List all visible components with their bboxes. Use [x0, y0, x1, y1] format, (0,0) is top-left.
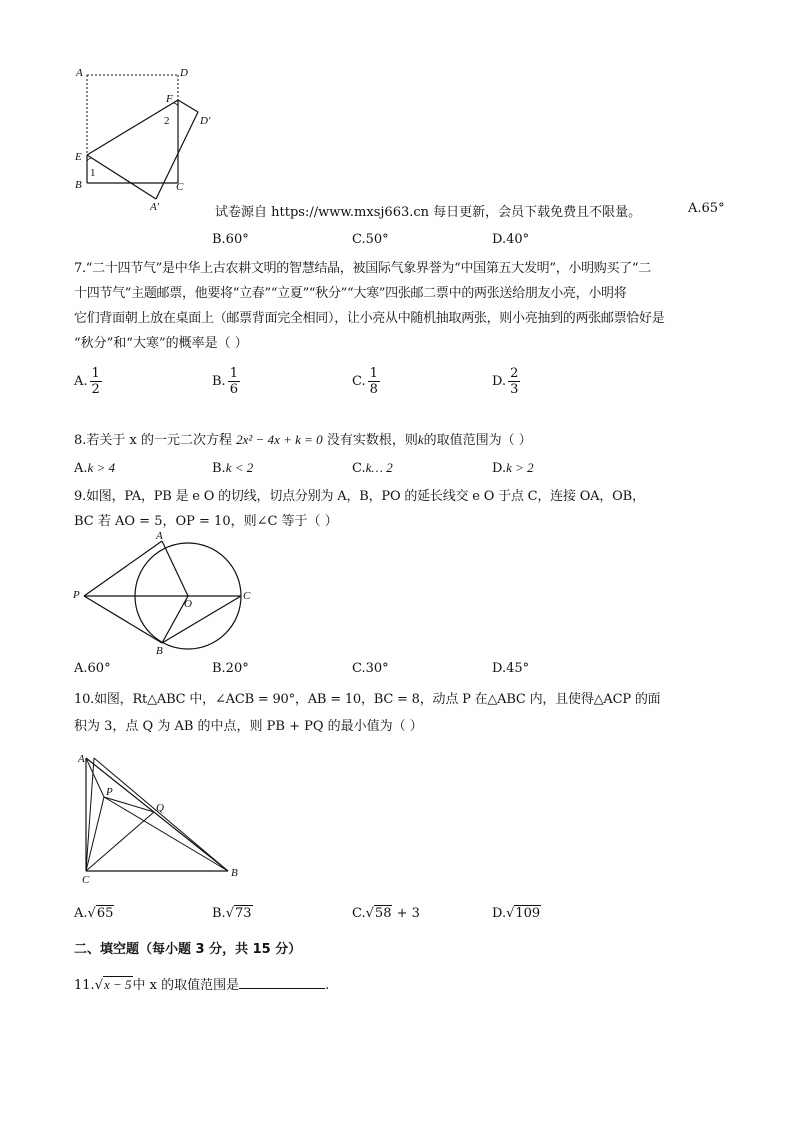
q7-text-line3: 它们背面朝上放在桌面上（邮票背面完全相同），让小亮从中随机抽取两张，则小亮抽到的两张邮票恰好是 [74, 311, 665, 326]
q8-option-a: A.k > 4 [74, 460, 116, 476]
label-Q: Q [156, 802, 164, 814]
label-B: B [156, 645, 163, 656]
label-B: B [231, 867, 238, 879]
label-C: C [176, 181, 184, 193]
q8-option-c: C.k… 2 [352, 460, 393, 476]
label-1: 1 [90, 167, 96, 179]
q11-text: 11.√x − 5中 x 的取值范围是 . [74, 977, 330, 993]
fig-q6-diagram [70, 62, 220, 212]
label-A: A [78, 753, 85, 765]
label-C: C [243, 590, 251, 602]
label-E: E [75, 151, 82, 163]
q9-option-b: B.20° [212, 661, 249, 676]
label-2: 2 [164, 115, 170, 127]
q7-option-b: B. $\frac{1}{6}$ [212, 366, 238, 397]
q7-option-d: D. $\frac{2}{3}$ [492, 366, 519, 397]
label-O: O [184, 598, 192, 610]
q6-option-b: B.60° [212, 232, 249, 247]
q8-text: 8.若关于 x 的一元二次方程 2x² − 4x + k = 0 没有实数根，则k的取值范围为（ ） [74, 432, 532, 448]
q8-option-d: D.k > 2 [492, 460, 534, 476]
q9-text-line2: BC 若 AO = 5，OP = 10，则∠C 等于（ ） [74, 514, 338, 529]
q7-option-c: C. $\frac{1}{8}$ [352, 366, 378, 397]
label-F: F [166, 93, 173, 105]
q7-text-line2: 十四节气”主题邮票，他要将“立春”“立夏”“秋分”“大寒”四张邮二票中的两张送给朋友小亮，小明将 [74, 286, 627, 301]
q10-option-d: D.√109 [492, 906, 541, 921]
label-A: A [156, 530, 163, 542]
q6-option-d: D.40° [492, 232, 530, 247]
source-watermark-text: 试卷源自 https://www.mxsj663.cn 每日更新，会员下载免费且不限量。 [215, 205, 642, 220]
q10-option-c: C.√58 + 3 [352, 906, 420, 921]
label-B: B [75, 179, 82, 191]
label-P: P [106, 786, 113, 798]
q8-option-b: B.k < 2 [212, 460, 254, 476]
q10-text-line1: 10.如图，Rt△ABC 中，∠ACB = 90°，AB = 10，BC = 8，动点 P 在△ABC 内，且使得△ACP 的面 [74, 692, 661, 707]
fig-q9-diagram [70, 530, 260, 656]
label-Aprime: A′ [150, 201, 160, 212]
q9-text-line1: 9.如图，PA，PB 是 e O 的切线，切点分别为 A，B，PO 的延长线交 e O 于点 C，连接 OA，OB， [74, 489, 645, 504]
q9-option-c: C.30° [352, 661, 389, 676]
label-D: D [180, 67, 188, 79]
q7-text-line4: “秋分”和“大寒”的概率是（ ） [74, 336, 248, 351]
label-C: C [82, 874, 90, 886]
q6-option-a: A.65° [688, 201, 725, 216]
q9-option-a: A.60° [74, 661, 111, 676]
q10-option-a: A.√65 [74, 906, 114, 921]
q6-option-c: C.50° [352, 232, 389, 247]
section-heading: 二、填空题（每小题 3 分，共 15 分） [74, 942, 302, 957]
q10-text-line2: 积为 3，点 Q 为 AB 的中点，则 PB + PQ 的最小值为（ ） [74, 719, 423, 734]
q10-option-b: B.√73 [212, 906, 252, 921]
q7-option-a: A. $\frac{1}{2}$ [74, 366, 100, 397]
label-Dprime: D′ [200, 115, 211, 127]
q9-option-d: D.45° [492, 661, 530, 676]
answer-blank[interactable] [239, 976, 325, 989]
fig-q10-diagram [70, 750, 250, 886]
label-A: A [76, 67, 83, 79]
q7-text-line1: 7.“二十四节气”是中华上古农耕文明的智慧结晶，被国际气象界誉为“中国第五大发明”，小明购买了“二 [74, 261, 651, 276]
label-P: P [73, 589, 80, 601]
